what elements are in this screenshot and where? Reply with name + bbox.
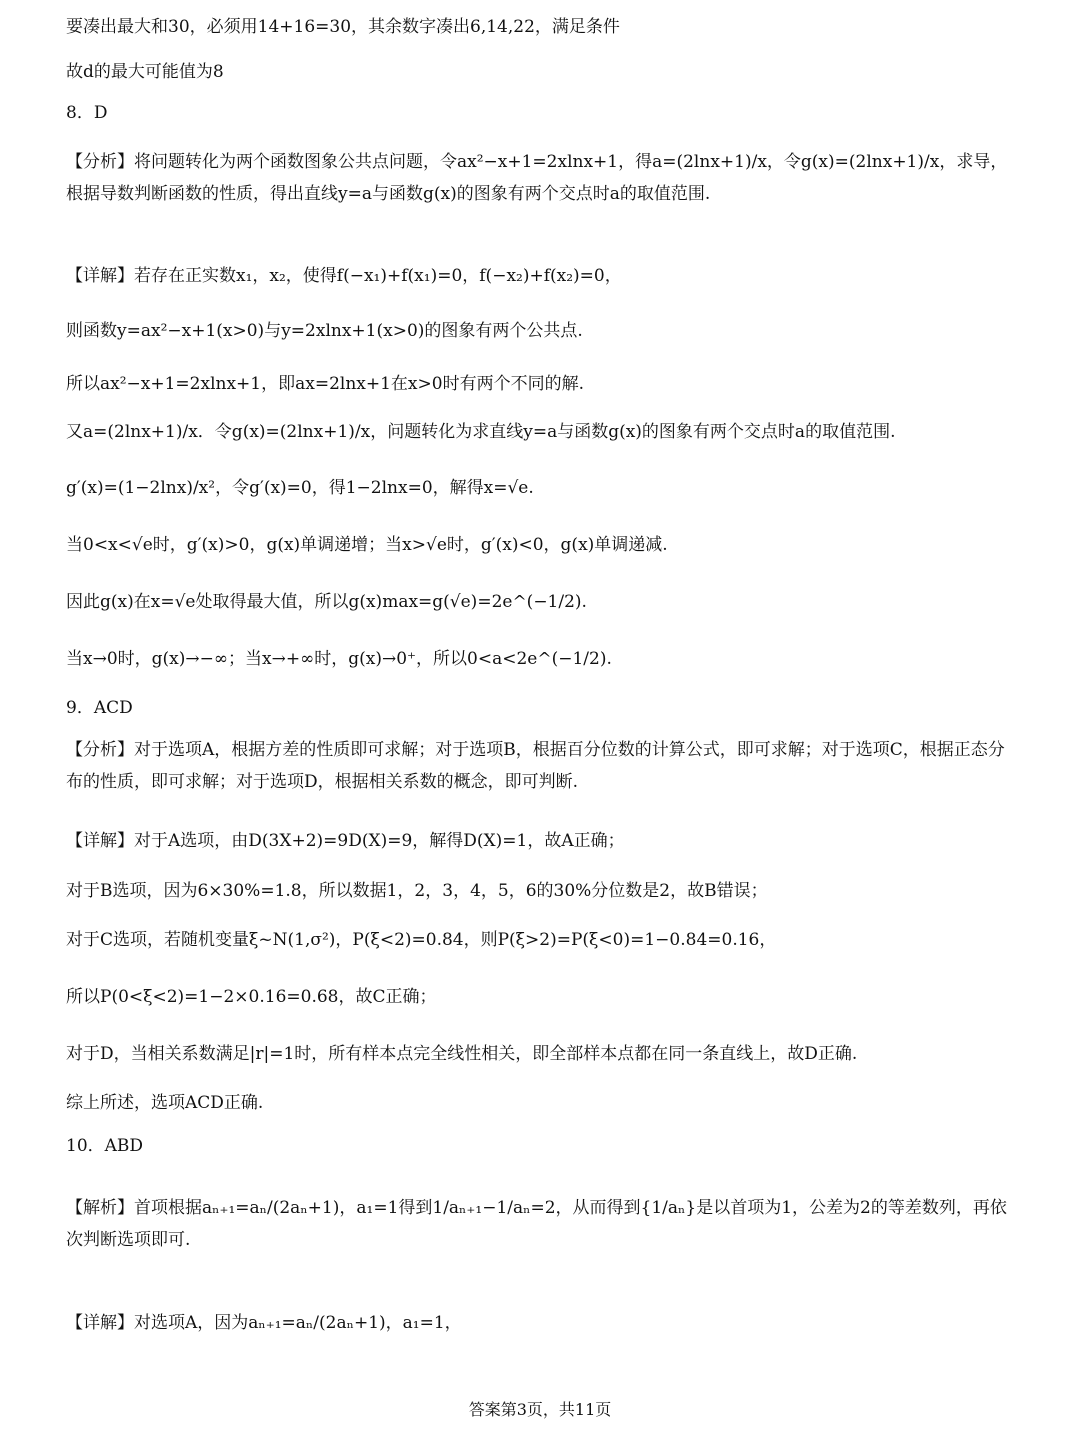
analysis-paragraph: 【分析】对于选项A，根据方差的性质即可求解；对于选项B，根据百分位数的计算公式，即可求解；对于选项C，根据正态分布的性质，即可求解；对于选项D，根据相关系数的概念，即可判断. [66, 740, 1005, 792]
text-line: 综上所述，选项ACD正确. [66, 1093, 264, 1113]
text-line: 【详解】若存在正实数x₁，x₂，使得f(−x₁)+f(x₁)=0，f(−x₂)+f(x₂)=0， [66, 266, 622, 286]
analysis-paragraph: 【分析】将问题转化为两个函数图象公共点问题，令ax²−x+1=2xlnx+1，得a=(2lnx+1)/x，令g(x)=(2lnx+1)/x，求导，根据导数判断函数的性质，得出直线y=a与函数g(x)的图象有两个交点时a的取值范围. [66, 152, 1008, 204]
text-line: 【详解】对选项A，因为aₙ₊₁=aₙ/(2aₙ+1)，a₁=1， [66, 1313, 462, 1333]
text-line: 对于B选项，因为6×30%=1.8，所以数据1，2，3，4，5，6的30%分位数是2，故B错误； [66, 881, 768, 901]
text-line: 所以ax²−x+1=2xlnx+1，即ax=2lnx+1在x>0时有两个不同的解. [66, 374, 584, 394]
text-line: 因此g(x)在x=√e处取得最大值，所以g(x)max=g(√e)=2e^(−1/2). [66, 592, 587, 612]
text-line: 故d的最大可能值为8 [66, 62, 224, 82]
text-line: g′(x)=(1−2lnx)/x²，令g′(x)=0，得1−2lnx=0，解得x=√e. [66, 478, 534, 498]
text-line: 当x→0时，g(x)→−∞；当x→+∞时，g(x)→0⁺，所以0<a<2e^(−1/2). [66, 649, 612, 669]
text-line: 【详解】对于A选项，由D(3X+2)=9D(X)=9，解得D(X)=1，故A正确； [66, 831, 625, 851]
solution-paragraph: 【解析】首项根据aₙ₊₁=aₙ/(2aₙ+1)，a₁=1得到1/aₙ₊₁−1/aₙ=2，从而得到{1/aₙ}是以首项为1，公差为2的等差数列，再依次判断选项即可. [66, 1198, 1007, 1250]
text-line: 所以P(0<ξ<2)=1−2×0.16=0.68，故C正确； [66, 987, 437, 1007]
text-line: 对于C选项，若随机变量ξ~N(1,σ²)，P(ξ<2)=0.84，则P(ξ>2)=P(ξ<0)=1−0.84=0.16， [66, 930, 777, 950]
question-heading: 8．D [66, 103, 108, 123]
question-heading: 9．ACD [66, 698, 133, 718]
question-heading: 10．ABD [66, 1136, 144, 1156]
page-footer: 答案第3页，共11页 [468, 1400, 612, 1419]
text-line: 则函数y=ax²−x+1(x>0)与y=2xlnx+1(x>0)的图象有两个公共点. [66, 321, 583, 341]
text-line: 当0<x<√e时，g′(x)>0，g(x)单调递增；当x>√e时，g′(x)<0，g(x)单调递减. [66, 535, 668, 555]
text-line: 要凑出最大和30，必须用14+16=30，其余数字凑出6,14,22，满足条件 [66, 17, 620, 37]
text-line: 对于D，当相关系数满足|r|=1时，所有样本点完全线性相关，即全部样本点都在同一条直线上，故D正确. [66, 1044, 858, 1064]
text-line: 又a=(2lnx+1)/x．令g(x)=(2lnx+1)/x，问题转化为求直线y=a与函数g(x)的图象有两个交点时a的取值范围. [66, 422, 896, 442]
